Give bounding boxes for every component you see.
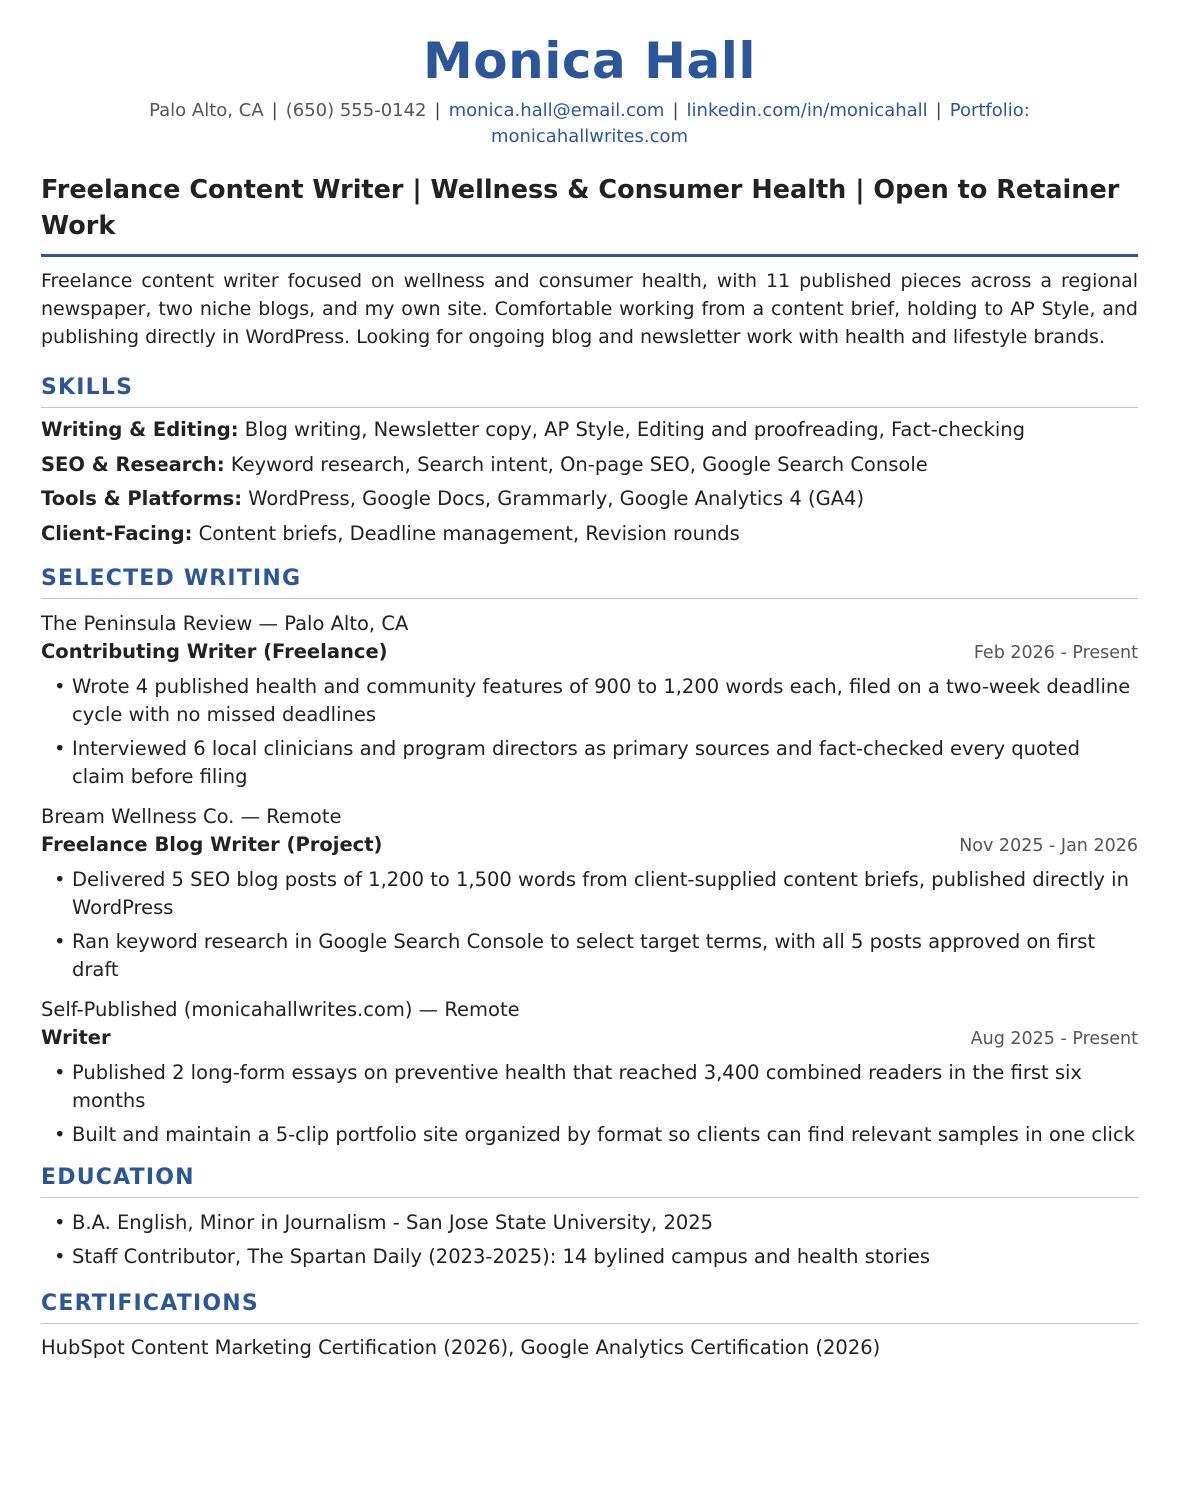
skill-value: Content briefs, Deadline management, Revision rounds bbox=[192, 521, 740, 545]
education-item: • B.A. English, Minor in Journalism - San Jose State University, 2025 bbox=[41, 1209, 1138, 1237]
bullet-item: • Ran keyword research in Google Search Console to select target terms, with all 5 posts approved on first draft bbox=[41, 928, 1138, 984]
skill-row bbox=[41, 452, 1138, 478]
entry-role: Contributing Writer (Freelance) bbox=[41, 639, 388, 663]
certifications-text: HubSpot Content Marketing Certification (2026), Google Analytics Certification (2026) bbox=[41, 1335, 881, 1359]
phone: (650) 555-0142 bbox=[285, 100, 427, 121]
entry-role-row bbox=[41, 831, 1138, 860]
skill-value: Blog writing, Newsletter copy, AP Style, Editing and proofreading, Fact-checking bbox=[238, 418, 1026, 441]
entry-bullets bbox=[41, 866, 1138, 984]
writing-entry bbox=[41, 803, 1138, 984]
location: Palo Alto, CA bbox=[149, 100, 264, 121]
entry-organization: Self-Published (monicahallwrites.com) — Remote bbox=[41, 997, 520, 1021]
bullet-item: • Built and maintain a 5-clip portfolio site organized by format so clients can find relevant samples in one click bbox=[41, 1121, 1138, 1149]
entry-role: Writer bbox=[41, 1025, 111, 1049]
bullet-item: • Delivered 5 SEO blog posts of 1,200 to 1,500 words from client-supplied content briefs, published directly in WordPress bbox=[41, 866, 1138, 922]
separator: | bbox=[434, 100, 441, 121]
skills-section bbox=[41, 373, 1138, 547]
separator: | bbox=[271, 100, 278, 121]
entry-organization: Bream Wellness Co. — Remote bbox=[41, 804, 342, 828]
separator: | bbox=[935, 100, 942, 121]
education-list bbox=[41, 1209, 1138, 1271]
writing-section bbox=[41, 564, 1138, 1149]
entry-organization: The Peninsula Review — Palo Alto, CA bbox=[41, 611, 409, 635]
education-item: • Staff Contributor, The Spartan Daily (2023-2025): 14 bylined campus and health stories bbox=[41, 1243, 1138, 1271]
bullet-item: • Wrote 4 published health and community features of 900 to 1,200 words each, filed on a two-week deadline cycle with no missed deadlines bbox=[41, 673, 1138, 729]
skill-label: Tools & Platforms: bbox=[41, 487, 243, 510]
section-title-skills: SKILLS bbox=[41, 373, 1138, 408]
headline: Freelance Content Writer | Wellness & Consumer Health | Open to Retainer Work bbox=[41, 172, 1138, 257]
skill-label: Writing & Editing: bbox=[41, 418, 239, 441]
entry-role-row bbox=[41, 638, 1138, 667]
skill-row bbox=[41, 521, 1138, 547]
skill-label: Client-Facing: bbox=[41, 521, 193, 545]
linkedin-link[interactable]: linkedin.com/in/monicahall bbox=[686, 100, 928, 121]
summary: Freelance content writer focused on wellness and consumer health, with 11 published pieces across a regional newspaper, two niche blogs, and my own site. Comfortable working from a content brief, holding to AP Style, and publishing directly in WordPress. Looking for ongoing blog and newsletter work with health and lifestyle brands. bbox=[41, 270, 1138, 348]
education-section bbox=[41, 1163, 1138, 1271]
contact-line bbox=[41, 98, 1138, 150]
entry-role: Freelance Blog Writer (Project) bbox=[41, 832, 383, 856]
email-link[interactable]: monica.hall@email.com bbox=[448, 100, 665, 121]
section-title-education: EDUCATION bbox=[41, 1163, 1138, 1198]
skill-label: SEO & Research: bbox=[41, 452, 225, 476]
portfolio-link[interactable]: monicahallwrites.com bbox=[490, 126, 689, 147]
entry-dates: Aug 2025 - Present bbox=[970, 1028, 1138, 1049]
skill-row bbox=[41, 486, 1138, 512]
certifications-section bbox=[41, 1289, 1138, 1362]
writing-entry bbox=[41, 996, 1138, 1149]
writing-entry bbox=[41, 610, 1138, 791]
entry-bullets bbox=[41, 673, 1138, 791]
skills-list bbox=[41, 417, 1138, 547]
bullet-item: • Interviewed 6 local clinicians and program directors as primary sources and fact-checked every quoted claim before filing bbox=[41, 735, 1138, 791]
bullet-item: • Published 2 long-form essays on preventive health that reached 3,400 combined readers in the first six months bbox=[41, 1059, 1138, 1115]
entry-role-row bbox=[41, 1024, 1138, 1053]
separator: | bbox=[672, 100, 679, 121]
portfolio-label-link[interactable]: Portfolio: bbox=[949, 100, 1030, 121]
entry-bullets bbox=[41, 1059, 1138, 1149]
entry-dates: Feb 2026 - Present bbox=[973, 642, 1138, 663]
skill-row bbox=[41, 417, 1138, 443]
section-title-writing: SELECTED WRITING bbox=[41, 564, 1138, 599]
skill-value: Keyword research, Search intent, On-page SEO, Google Search Console bbox=[224, 452, 928, 476]
skill-value: WordPress, Google Docs, Grammarly, Google Analytics 4 (GA4) bbox=[242, 487, 865, 510]
entry-dates: Nov 2025 - Jan 2026 bbox=[959, 835, 1138, 856]
section-title-certifications: CERTIFICATIONS bbox=[41, 1289, 1138, 1324]
candidate-name: Monica Hall bbox=[423, 32, 756, 90]
